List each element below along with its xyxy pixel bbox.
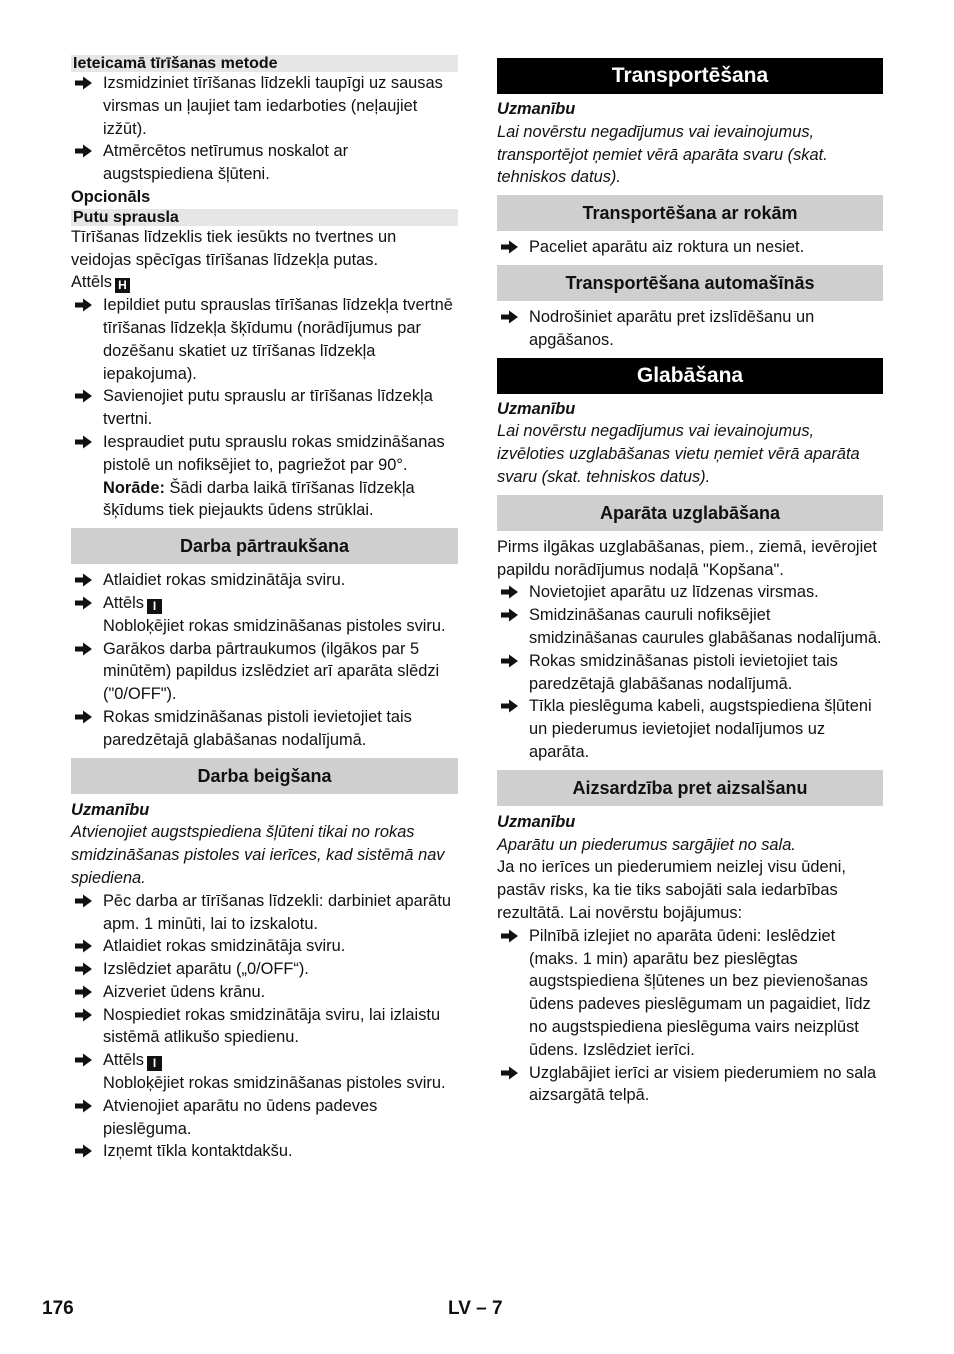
list-item: Izslēdziet aparātu („0/OFF“).: [71, 958, 458, 981]
section-title-frost-protection: Aizsardzība pret aizsalšanu: [497, 770, 883, 806]
list-frost: [497, 925, 883, 1107]
list-item: Attēls I Nobloķējiet rokas smidzināšanas pistoles sviru.: [71, 592, 458, 638]
language-page-label: LV – 7: [448, 1298, 503, 1319]
arrow-right-icon: [500, 236, 522, 258]
foam-note: Norāde: Šādi darba laikā tīrīšanas līdzekļa šķīdums tiek piejaukts ūdens strūklai.: [103, 478, 415, 520]
arrow-right-icon: [74, 958, 96, 980]
figure-letter-i-icon: I: [147, 1056, 162, 1071]
frost-text: Ja no ierīces un piederumiem neizlej visu ūdeni, pastāv risks, ka tie tiks sabojāti sala iedarbības rezultātā. Lai novērstu bojājumus:: [497, 858, 846, 922]
arrow-right-icon: [74, 1004, 96, 1026]
caution-label: Uzmanību: [71, 800, 150, 819]
arrow-right-icon: [74, 294, 96, 316]
caution-text: Atvienojiet augstspiediena šļūteni tikai no rokas smidzināšanas pistoles vai ierīces, kad sistēmā nav spiediena.: [71, 823, 445, 887]
caution-label: Uzmanību: [497, 399, 576, 418]
list-item: Smidzināšanas cauruli nofiksējiet smidzināšanas caurules glabāšanas nodalījumā.: [497, 604, 883, 650]
arrow-right-icon: [500, 650, 522, 672]
list-work-end-b: [71, 1095, 458, 1163]
arrow-right-icon: [74, 706, 96, 728]
list-item: Rokas smidzināšanas pistoli ievietojiet tais paredzētajā glabāšanas nodalījumā.: [71, 706, 458, 752]
list-item: Izņemt tīkla kontaktdakšu.: [71, 1140, 458, 1163]
chapter-title-storage: Glabāšana: [497, 358, 883, 394]
arrow-right-icon: [74, 569, 96, 591]
list-item: Attēls I Nobloķējiet rokas smidzināšanas pistoles sviru.: [71, 1049, 458, 1095]
arrow-right-icon: [74, 592, 96, 614]
list-storage: [497, 581, 883, 763]
page-number: 176: [42, 1298, 74, 1319]
arrow-right-icon: [74, 140, 96, 162]
list-item: Atlaidiet rokas smidzinātāja sviru.: [71, 935, 458, 958]
list-item: Nospiediet rokas smidzinātāja sviru, lai izlaistu sistēmā atlikušo spiedienu.: [71, 1004, 458, 1050]
section-title-transport-by-hand: Transportēšana ar rokām: [497, 195, 883, 231]
list-item: Izsmidziniet tīrīšanas līdzekli taupīgi uz sausas virsmas un ļaujiet tam iedarboties (neļaujiet izžūt).: [71, 72, 458, 140]
list-item: Iepildiet putu sprauslas tīrīšanas līdzekļa tvertnē tīrīšanas līdzekļa šķīdumu (norādījumus par dozēšanu skatiet uz tīrīšanas līdzekļa iepakojuma).: [71, 294, 458, 385]
arrow-right-icon: [500, 306, 522, 328]
section-title-work-pause: Darba pārtraukšana: [71, 528, 458, 564]
list-item: Iespraudiet putu sprauslu rokas smidzināšanas pistolē un nofiksējiet to, pagriežot par 90°.: [71, 431, 458, 477]
section-title-recommended-method: Ieteicamā tīrīšanas metode: [71, 55, 458, 72]
arrow-right-icon: [74, 431, 96, 453]
list-item: Aizveriet ūdens krānu.: [71, 981, 458, 1004]
left-column: [71, 55, 458, 1163]
list-item: Nodrošiniet aparātu pret izslīdēšanu un apgāšanos.: [497, 306, 883, 352]
chapter-title-transport: Transportēšana: [497, 58, 883, 94]
arrow-right-icon: [74, 385, 96, 407]
list-item: Atlaidiet rokas smidzinātāja sviru.: [71, 569, 458, 592]
arrow-right-icon: [74, 981, 96, 1003]
figure-ref-h: Attēls H: [71, 271, 458, 294]
section-title-device-storage: Aparāta uzglabāšana: [497, 495, 883, 531]
arrow-right-icon: [74, 935, 96, 957]
arrow-right-icon: [74, 1095, 96, 1117]
list-work-end-a: [71, 890, 458, 1050]
list-item: Novietojiet aparātu uz līdzenas virsmas.: [497, 581, 883, 604]
list-foam-nozzle: [71, 294, 458, 476]
caution-label: Uzmanību: [497, 812, 576, 831]
list-item: Atvienojiet aparātu no ūdens padeves pieslēguma.: [71, 1095, 458, 1141]
list-item: Paceliet aparātu aiz roktura un nesiet.: [497, 236, 883, 259]
list-item: Atmērcētos netīrumus noskalot ar augstspiediena šļūteni.: [71, 140, 458, 186]
arrow-right-icon: [500, 695, 522, 717]
section-title-transport-in-vehicles: Transportēšana automašīnās: [497, 265, 883, 301]
right-column: [497, 55, 883, 1107]
arrow-right-icon: [74, 890, 96, 912]
list-item: Uzglabājiet ierīci ar visiem piederumiem no sala aizsargātā telpā.: [497, 1062, 883, 1108]
list-item: Rokas smidzināšanas pistoli ievietojiet tais paredzētajā glabāšanas nodalījumā.: [497, 650, 883, 696]
storage-text: Pirms ilgākas uzglabāšanas, piem., ziemā, ievērojiet papildu norādījumus nodaļā "Kopšana".: [497, 537, 877, 579]
caution-text: Lai novērstu negadījumus vai ievainojumus, izvēloties uzglabāšanas vietu ņemiet vērā aparāta svaru (skat. tehniskos datus).: [497, 422, 860, 486]
arrow-right-icon: [500, 581, 522, 603]
figure-letter-h-icon: H: [115, 278, 130, 293]
section-title-work-end: Darba beigšana: [71, 758, 458, 794]
arrow-right-icon: [74, 1140, 96, 1162]
list-item: Tīkla pieslēguma kabeli, augstspiediena šļūteni un piederumus ievietojiet nodalījumos uz aparāta.: [497, 695, 883, 763]
caution-text: Lai novērstu negadījumus vai ievainojumus, transportējot ņemiet vērā aparāta svaru (skat. tehniskos datus).: [497, 122, 828, 187]
section-title-foam-nozzle: Putu sprausla: [71, 209, 458, 226]
list-recommended-method: [71, 72, 458, 186]
arrow-right-icon: [500, 604, 522, 626]
list-item: Savienojiet putu sprauslu ar tīrīšanas līdzekļa tvertni.: [71, 385, 458, 431]
arrow-right-icon: [500, 925, 522, 947]
list-item: Garākos darba pārtraukumos (ilgākos par 5 minūtēm) papildus izslēdziet arī aparāta slēdzi ("0/OFF").: [71, 638, 458, 706]
list-item: Pilnībā izlejiet no aparāta ūdeni: Ieslēdziet (maks. 1 min) aparātu bez pieslēgtas augstspiediena šļūtenes un bez pievienošanas ūdens padeves pieslēgumam un pagaidiet, līdz no augstspiediena pieslēguma vairs neizplūst ūdens. Izslēdziet ierīci.: [497, 925, 883, 1062]
caution-text: Aparātu un piederumus sargājiet no sala.: [497, 835, 796, 854]
arrow-right-icon: [74, 1049, 96, 1071]
caution-label: Uzmanību: [497, 100, 576, 118]
figure-letter-i-icon: I: [147, 599, 162, 614]
foam-nozzle-text: Tīrīšanas līdzeklis tiek iesūkts no tvertnes un veidojas spēcīgas tīrīšanas līdzekļa putas.: [71, 227, 397, 269]
list-item: Pēc darba ar tīrīšanas līdzekli: darbiniet aparātu apm. 1 minūti, lai to izskalotu.: [71, 890, 458, 936]
arrow-right-icon: [74, 638, 96, 660]
optional-label: Opcionāls: [71, 187, 151, 206]
arrow-right-icon: [74, 72, 96, 94]
arrow-right-icon: [500, 1062, 522, 1084]
